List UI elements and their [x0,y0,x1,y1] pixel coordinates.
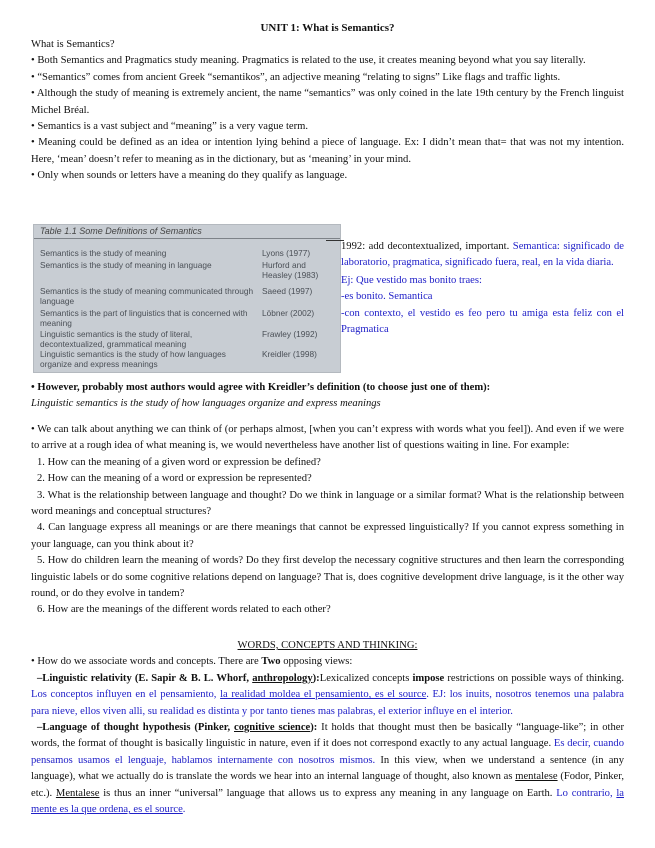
mentalese-term: Mentalese [55,787,100,799]
table-source: Saeed (1997) [262,286,313,296]
linguistic-relativity-paragraph [31,671,624,720]
bullet-paragraph: • Both Semantics and Pragmatics study meaning. Pragmatics is related to the use, it creates meaning beyond what you say literally. [31,55,586,67]
table-definition: Semantics is the study of meaning in language [40,260,212,270]
side-example [341,273,624,339]
intro-section [31,37,624,185]
question-item: 5. How do children learn the meaning of words? Do they first develop the necessary cognitive structures and then learn the corresponding linguistic labels or do some cognitive relations depend on language? That is, does cognitive development drive language, is it the other way round, or do they evolve in tandem? [31,555,624,600]
annotation-text: 1992: add decontextualized, important. [341,241,510,252]
table-definition: Semantics is the study of meaning [40,248,167,258]
bullet-paragraph: • Although the study of meaning is extremely ancient, the name “semantics” was only coined in the late 19th century by the French linguist Michel Bréal. [31,88,624,116]
relativity-note: . EJ: los inuits, nosotros tenemos una palabra para nieve, ellos viven alli, su realidad es distinta y por tanto tienes mas palabras, el exterior influye en el interior. [31,689,624,717]
views-intro-text: • How do we associate words and concepts. There are [31,656,262,668]
words-concepts-section [31,638,624,818]
question-item: 6. How are the meanings of the different words related to each other? [37,604,331,616]
question-item: 2. How can the meaning of a word or expression be represented? [37,473,312,485]
table-definition: Semantics is the study of meaning communicated through language [40,286,254,306]
table-rule [34,238,340,239]
thought-note: Es decir, cuando pensamos usamos el lenguaje, hablamos internamente con nosotros mismos. [31,738,624,766]
relativity-text: restrictions on possible ways of thinking. [444,672,625,684]
side-annotation [341,239,624,272]
table-source: Frawley (1992) [262,329,318,339]
mentalese-term: mentalese [515,771,558,783]
thought-note-underlined: la mente es la que ordena, es el source [31,787,624,816]
page-title: UNIT 1: What is Semantics? [260,22,395,34]
table-definition: Semantics is the part of linguistics that is concerned with meaning [40,308,248,328]
table-caption: Table 1.1 Some Definitions of Semantics [40,226,202,236]
example-pragmatic: -con contexto, el vestido es feo pero tu amiga esta feliz con el Pragmatica [341,307,624,336]
thought-note-end: . [182,804,186,816]
annotation-note-blue: Semantica: significado de laboratorio, pragmatica, significado fuera, real, en la vida diaria. [341,241,624,269]
example-semantic: -es bonito. Semantica [341,291,433,303]
thought-note: Lo contrario, [556,787,617,799]
table-definition: Linguistic semantics is the study of literal, decontextualized, grammatical meaning [40,329,193,349]
relativity-field: anthropology [252,672,313,684]
views-intro-end: opposing views: [280,656,353,668]
relativity-note-underlined: la realidad moldea el pensamiento, es el source [220,689,427,701]
relativity-note: Los conceptos influyen en el pensamiento, [31,689,221,701]
thought-text: is thus an inner “universal” language that allows us to express any meaning in any language on Earth. [99,787,557,799]
table-source: Hurford and Heasley (1983) [262,260,319,280]
question-item: 3. What is the relationship between language and thought? Do we think in language or a similar format? What is the relationship between word meanings and conceptual structures? [31,489,624,518]
bullet-paragraph: • “Semantics” comes from ancient Greek “semantikos”, an adjective meaning “relating to signs” Like flags and traffic lights. [31,71,561,83]
kreidler-statement: • However, probably most authors would agree with Kreidler’s definition (to choose just one of them): [31,382,491,393]
section-heading: What is Semantics? [31,39,115,50]
thought-text: In this view, when we understand a sentence (in any language), what we actually do is translate the words we hear into an internal language of thought, also known as [31,754,625,783]
relativity-label-end: ): [312,672,320,684]
kreidler-definition: Linguistic semantics is the study of how languages organize and express meanings [31,398,381,410]
relativity-text: Lexicalized concepts [319,672,413,684]
table-source: Lyons (1977) [262,248,311,258]
thought-field: cognitive science [234,722,311,734]
relativity-keyword: impose [412,672,445,684]
thought-label-end: ): [310,722,318,734]
table-definition: Linguistic semantics is the study of how languages organize and express meanings [40,349,226,369]
bullet-paragraph: • Meaning could be defined as an idea or intention lying behind a piece of language. Ex: I didn’t mean that= that was not my intention. Here, ‘mean’ doesn’t refer to meaning as in the dictionary, but as ‘meaning’ in your mind. [31,137,624,165]
thought-text: It holds that thought must then be basically “language-like”; in other words, the format of thought is basically linguistic in nature, even if it does not correspond exactly to any actual language. [31,722,624,750]
thought-text: (Fodor, Pinker, etc.). [31,771,624,799]
question-item: 1. How can the meaning of a given word or expression be defined? [37,456,321,468]
bullet-paragraph: • Only when sounds or letters have a meaning do they qualify as language. [31,170,348,182]
relativity-label: –Linguistic relativity (E. Sapir & B. L. Whorf, [37,672,253,684]
questions-intro: • We can talk about anything we can think of (or perhaps almost, [when you can’t express with words what you feel]). And even if we were to arrive at a rough idea of what meaning is, we would nevertheless have another list of questions waiting in line. For example: [31,424,624,452]
question-item: 4. Can language express all meanings or are there meanings that cannot be expressed linguistically? If you cannot express something in your language, can you think about it? [31,522,624,550]
section-subtitle: WORDS, CONCEPTS AND THINKING: [237,640,418,651]
bullet-paragraph: • Semantics is a vast subject and “meaning” is a very vague term. [31,121,308,133]
views-intro [31,654,624,670]
kreidler-section [31,380,624,413]
questions-section [31,422,624,619]
views-count: Two [261,656,281,668]
example-intro: Ej: Que vestido mas bonito traes: [341,275,482,286]
table-source: Löbner (2002) [262,308,315,318]
language-of-thought-paragraph [31,720,624,818]
definitions-table-image [33,224,341,373]
thought-label: –Language of thought hypothesis (Pinker, [37,722,234,734]
table-source: Kreidler (1998) [262,349,317,359]
